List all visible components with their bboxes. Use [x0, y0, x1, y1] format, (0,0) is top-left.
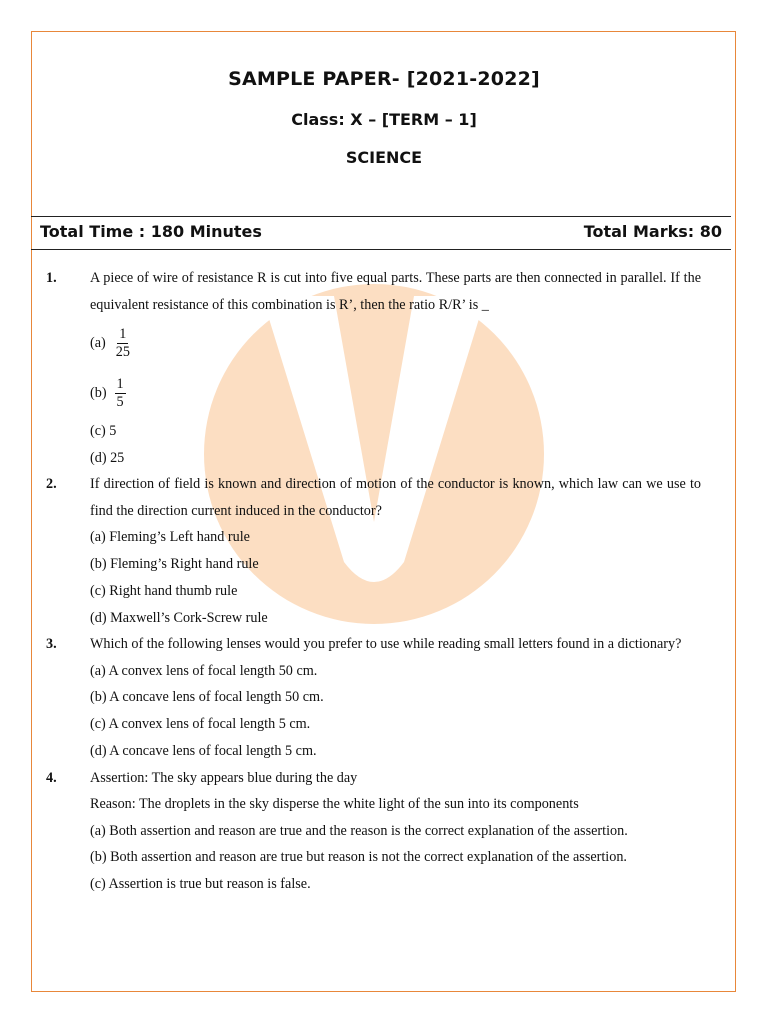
question-number: 1. — [46, 270, 57, 286]
option-d: (d) Maxwell’s Cork-Screw rule — [90, 609, 268, 626]
total-marks: Total Marks: 80 — [583, 222, 722, 241]
option-c: (c) 5 — [90, 423, 117, 439]
class-line: Class: X – [TERM – 1] — [291, 110, 477, 129]
option-b: (b) Fleming’s Right hand rule — [90, 556, 259, 573]
fraction-numerator: 1 — [116, 375, 124, 392]
question-number: 3. — [46, 636, 57, 653]
question-2 — [46, 471, 701, 631]
fraction-numerator: 1 — [119, 325, 127, 342]
option-d: (d) 25 — [90, 449, 125, 466]
option-d: (d) A concave lens of focal length 5 cm. — [90, 742, 317, 759]
option-c: (c) Assertion is true but reason is false. — [90, 875, 311, 892]
option-label: (a) — [90, 334, 106, 351]
option-a — [90, 318, 701, 368]
question-text: If direction of field is known and direction of motion of the conductor is known, which law can we use to find the direction current induced in the conductor? — [90, 476, 701, 519]
option-c: (c) A convex lens of focal length 5 cm. — [90, 716, 311, 733]
question-1 — [46, 265, 701, 471]
option-a: (a) A convex lens of focal length 50 cm. — [90, 662, 318, 679]
question-text: Which of the following lenses would you prefer to use while reading small letters found in a dictionary? — [90, 636, 682, 653]
option-b: (b) Both assertion and reason are true but reason is not the correct explanation of the assertion. — [90, 849, 627, 866]
question-4 — [46, 765, 701, 898]
total-time: Total Time : 180 Minutes — [40, 222, 262, 241]
option-b: (b) A concave lens of focal length 50 cm. — [90, 689, 324, 706]
assertion-text: Assertion: The sky appears blue during the day — [90, 769, 358, 786]
question-number: 4. — [46, 769, 57, 786]
subject-title: SCIENCE — [345, 148, 423, 167]
option-label: (b) — [90, 384, 107, 401]
option-b — [90, 368, 701, 418]
fraction-denominator: 5 — [116, 393, 124, 410]
fraction — [115, 376, 126, 411]
reason-text: Reason: The droplets in the sky disperse the white light of the sun into its components — [90, 796, 579, 813]
fraction-denominator: 25 — [115, 343, 130, 360]
question-list — [46, 265, 701, 898]
option-c: (c) Right hand thumb rule — [90, 582, 238, 599]
fraction — [114, 326, 132, 361]
question-text: A piece of wire of resistance R is cut into five equal parts. These parts are then connected in parallel. If the equivalent resistance of this combination is R’, then the ratio R/R’ is _ — [90, 270, 701, 313]
paper-title: SAMPLE PAPER- [2021-2022] — [228, 68, 540, 90]
option-a: (a) Both assertion and reason are true and the reason is the correct explanation of the assertion. — [90, 822, 628, 839]
question-number: 2. — [46, 476, 57, 493]
bottom-rule — [31, 249, 731, 250]
question-3 — [46, 631, 701, 764]
top-rule — [31, 216, 731, 217]
option-a: (a) Fleming’s Left hand rule — [90, 529, 250, 546]
